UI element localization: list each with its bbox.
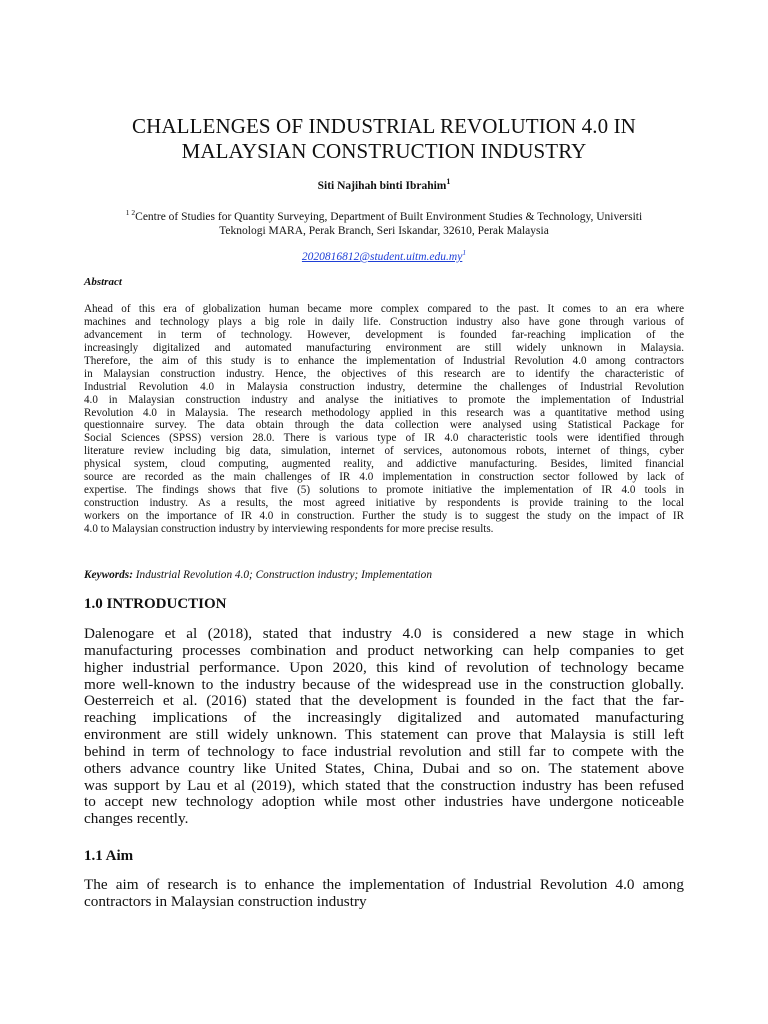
- text-line: construction industry. As a results, the most agreed initiative by respondents is provide training to the local: [84, 497, 684, 510]
- text-line: reaching implications of the increasingly digitalized and automated manufacturing: [84, 709, 684, 727]
- text-line: source are recorded as the main challenges of IR 4.0 implementation in construction sector followed by lack of: [84, 471, 684, 484]
- abstract-heading: Abstract: [84, 276, 122, 288]
- text-line: machines and technology plays a big role in daily life. Construction industry also have gone through various of: [84, 315, 684, 328]
- text-line: environment are still widely unknown. This statement can prove that Malaysia is still left: [84, 726, 684, 744]
- abstract-text: [84, 303, 684, 536]
- title-line: CHALLENGES OF INDUSTRIAL REVOLUTION 4.0 IN: [132, 114, 636, 138]
- text-line: Dalenogare et al (2018), stated that industry 4.0 is considered a new stage in which: [84, 625, 684, 642]
- text-line: workers on the importance of IR 4.0 in construction. Further the study is to suggest the study on the impact of IR: [84, 510, 684, 522]
- aim-text: [84, 877, 684, 911]
- paper-page: [84, 0, 684, 1024]
- text-line: increasingly digitalized and automated manufacturing environment are still widely unknown in Malaysia.: [84, 341, 684, 354]
- text-line: Industrial Revolution 4.0 in Malaysia construction industry, determine the challenges of Industrial Revolution: [84, 380, 684, 393]
- author-marker: 1: [446, 177, 451, 186]
- text-line: 4.0 in Malaysian construction industry and analyse the initiatives to promote the implementation of Industrial: [84, 393, 684, 406]
- email-marker: 1: [462, 248, 467, 257]
- text-line: in Malaysian construction industry. Hence, the objectives of this research are to identify the characteristic of: [84, 367, 684, 380]
- text-line: physical system, cloud computing, augmented reality, and addictive manufacturing. Besides, limited financial: [84, 458, 684, 471]
- affiliation-line-text: Centre of Studies for Quantity Surveying, Department of Built Environment Studies & Technology, Universiti: [135, 210, 643, 223]
- text-line: The aim of research is to enhance the implementation of Industrial Revolution 4.0 among: [84, 876, 684, 893]
- section-heading-introduction: 1.0 INTRODUCTION: [84, 596, 227, 612]
- author-name-text: Siti Najihah binti Ibrahim: [317, 179, 447, 192]
- text-line: literature review including big data, simulation, internet of services, autonomous robots, internet of things, cyber: [84, 445, 684, 458]
- author-email: [84, 248, 684, 263]
- keywords-text: Industrial Revolution 4.0; Construction industry; Implementation: [132, 569, 432, 581]
- text-line: 4.0 to Malaysian construction industry by interviewing respondents for more precise results.: [84, 522, 494, 535]
- introduction-text: [84, 626, 684, 828]
- email-link[interactable]: 2020816812@student.uitm.edu.my: [301, 250, 463, 263]
- text-line: was support by Lau et al (2019), which stated that the construction industry has been refused: [84, 776, 684, 794]
- text-line: more well-known to the industry because of the widespread use in the construction globally.: [84, 675, 684, 693]
- text-line: behind in term of technology to face industrial revolution and still far to compete with the: [84, 742, 684, 760]
- text-line: changes recently.: [84, 810, 189, 828]
- text-line: Therefore, the aim of this study is to enhance the implementation of Industrial Revolution 4.0 among contractors: [84, 354, 684, 367]
- text-line: Social Sciences (SPSS) version 28.0. There is various type of IR 4.0 characteristic tools were identified through: [84, 432, 684, 445]
- text-line: advancement in term of technology. However, development is founded far-reaching implication of the: [84, 328, 684, 341]
- text-line: Revolution 4.0 in Malaysia. The research methodology applied in this research was a quantitative method using: [84, 406, 684, 419]
- text-line: questionnaire survey. The data obtain through the data collection were analysed using Statistical Package for: [84, 419, 684, 432]
- affiliation-line: Teknologi MARA, Perak Branch, Seri Iskandar, 32610, Perak Malaysia: [219, 224, 549, 237]
- affiliation: [84, 206, 684, 238]
- keywords: [84, 569, 432, 581]
- paper-title: [84, 114, 684, 164]
- title-line: MALAYSIAN CONSTRUCTION INDUSTRY: [181, 139, 587, 163]
- text-line: manufacturing processes combination and product networking can help companies to get: [84, 641, 684, 659]
- text-line: higher industrial performance. Upon 2020, this kind of revolution of technology became: [84, 658, 684, 676]
- section-heading-aim: 1.1 Aim: [84, 848, 134, 864]
- text-line: Ahead of this era of globalization human became more complex compared to the past. It comes to an era where: [84, 303, 684, 315]
- author-name: [84, 177, 684, 192]
- text-line: others advance country like United States, China, Dubai and so on. The statement above: [84, 759, 684, 777]
- text-line: contractors in Malaysian construction industry: [84, 892, 367, 910]
- keywords-label: Keywords:: [84, 569, 133, 581]
- text-line: to accept new technology adoption while most other industries have undergone noticeable: [84, 793, 684, 811]
- text-line: expertise. The findings shows that five (5) solutions to promote initiative the implementation of IR 4.0 tools in: [84, 484, 684, 497]
- text-line: Oesterreich et al. (2016) stated that the development is founded in the fact that the far-: [84, 692, 684, 710]
- affiliation-line: [84, 206, 684, 224]
- affiliation-marker: 1 2: [125, 208, 136, 217]
